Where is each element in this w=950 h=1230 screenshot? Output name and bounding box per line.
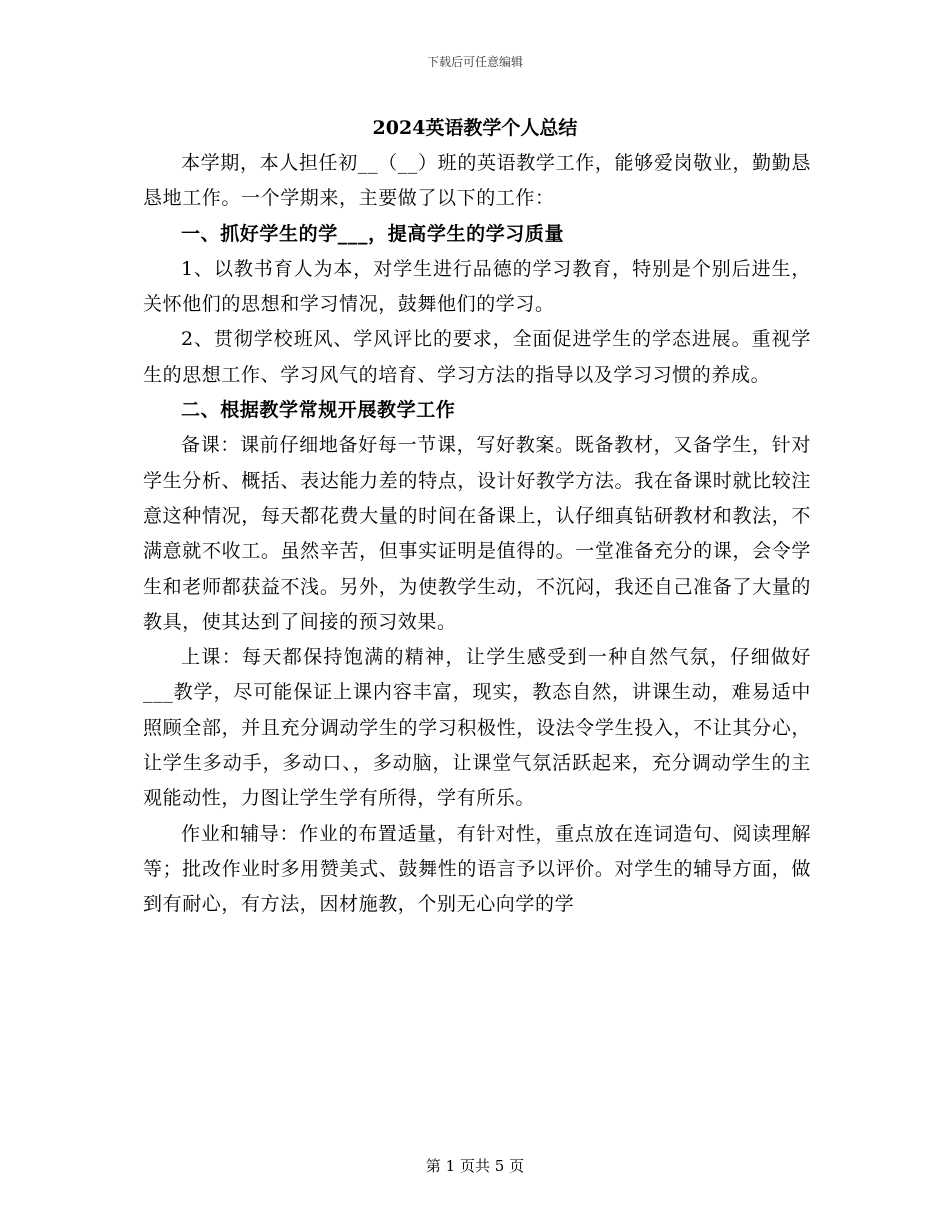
body-paragraph: 上课：每天都保持饱满的精神，让学生感受到一种自然气氛，仔细做好___教学，尽可能保证上课内容丰富，现实，教态自然，讲课生动，难易适中照顾全部，并且充分调动学生的学习积极性，设法令学生投入，不让其分心，让学生多动手，多动口、，多动脑，让课堂气氛活跃起来，充分调动学生的主观能动性，力图让学生学有所得，学有所乐。 [143, 646, 811, 810]
body-paragraph: 1、以教书育人为本，对学生进行品德的学习教育，特别是个别后进生，关怀他们的思想和学习情况，鼓舞他们的学习。 [143, 257, 811, 316]
document-title: 2024英语教学个人总结 [372, 117, 578, 139]
body-paragraph: 备课：课前仔细地备好每一节课，写好教案。既备教材，又备学生，针对学生分析、概括、表达能力差的特点，设计好教学方法。我在备课时就比较注意这种情况，每天都花费大量的时间在备课上，认仔细真钻研教材和教法，不满意就不收工。虽然辛苦，但事实证明是值得的。一堂准备充分的课，会令学生和老师都获益不浅。另外，为使教学生动，不沉闷，我还自己准备了大量的教具，使其达到了间接的预习效果。 [143, 434, 811, 633]
page-number-footer: 第 1 页共 5 页 [425, 1157, 525, 1175]
section-heading-1: 一、抓好学生的学___，提高学生的学习质量 [181, 222, 565, 245]
intro-paragraph: 本学期，本人担任初__（__）班的英语教学工作，能够爱岗敬业，勤勤恳恳地工作。一个学期来，主要做了以下的工作： [143, 152, 811, 210]
page-header-note: 下载后可任意编辑 [426, 55, 523, 69]
section-heading-2: 二、根据教学常规开展教学工作 [181, 399, 456, 422]
document-body [143, 146, 811, 923]
body-paragraph: 2、贯彻学校班风、学风评比的要求，全面促进学生的学态进展。重视学生的思想工作、学习风气的培育、学习方法的指导以及学习习惯的养成。 [143, 328, 811, 386]
body-paragraph: 作业和辅导：作业的布置适量，有针对性，重点放在连词造句、阅读理解等；批改作业时多用赞美式、鼓舞性的语言予以评价。对学生的辅导方面，做到有耐心，有方法，因材施教，个别无心向学的学 [143, 822, 811, 916]
